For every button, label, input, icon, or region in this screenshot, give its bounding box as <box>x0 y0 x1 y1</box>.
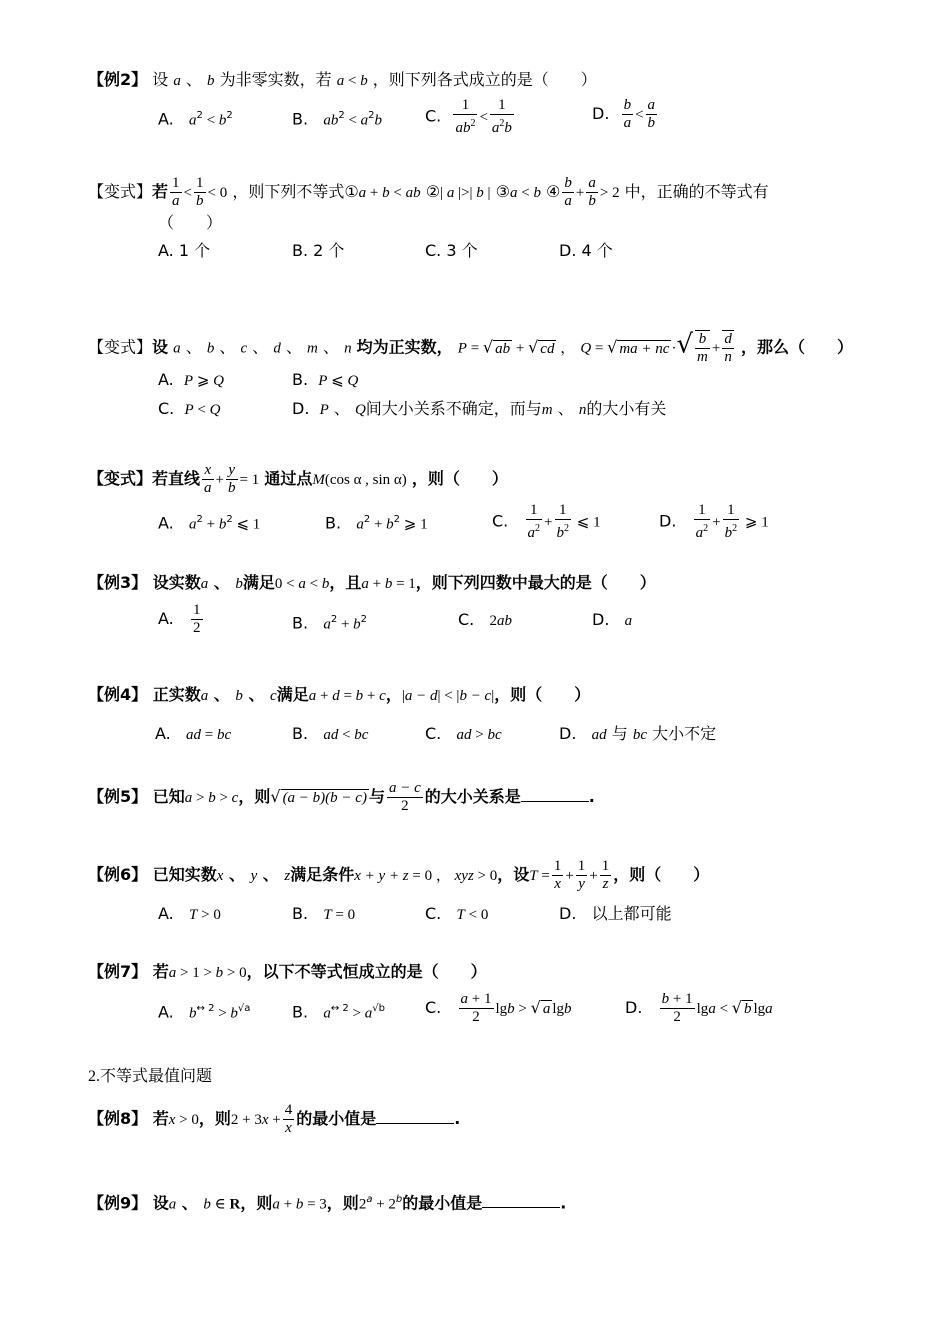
question-stem: 【例3】 设实数a 、 b满足0 < a < b，且a + b = 1，则下列四数中最大的是（ ） <box>88 573 656 592</box>
option-a[interactable]: A. $b^{\leftrightarrow 2} > b^{√a}$ <box>158 1002 251 1022</box>
section-heading: 2.不等式最值问题 <box>88 1068 213 1085</box>
option-d[interactable]: D. $\frac{b}{a}$ < $\frac{a}{b}$ <box>592 97 656 131</box>
option-a[interactable]: A. 1 个 <box>158 241 211 260</box>
answer-paren: （ ） <box>158 213 223 232</box>
option-a[interactable]: A. P ⩾ Q <box>158 370 225 389</box>
option-a[interactable]: A. T > 0 <box>158 904 221 923</box>
question-stem: 【例8】 若x > 0，则2 + 3x + $\frac{4}{x}$ 的最小值是 . <box>88 1102 461 1136</box>
option-d[interactable]: D. 以上都可能 <box>559 904 672 923</box>
question-stem: 【例2】 设 a 、 b 为非零实数，若 a < b ，则下列各式成立的是（ ） <box>88 70 597 89</box>
option-b[interactable]: B. 2 个 <box>292 241 345 260</box>
answer-blank[interactable] <box>376 1109 454 1124</box>
question-stem: 【变式】若直线 $\frac{x}{a}$ + $\frac{y}{b}$ = 1 通过点M(cos α , sin α) ，则（ ） <box>88 462 508 496</box>
option-d[interactable]: D. 4 个 <box>559 241 613 260</box>
option-d[interactable]: D. $\frac{1}{a^2}$ + $\frac{1}{b^2}$ ⩾ 1 <box>659 502 769 541</box>
question-stem: 【变式】设 a 、 b 、 c 、 d 、 m 、 n 均为正实数， P = √ ab + √ cd ， Q = √ ma + nc ·√ $\frac{b}{m}$ + $\frac{d}{n}$ ，那么（ ） <box>88 329 853 365</box>
answer-blank[interactable] <box>521 787 589 802</box>
option-a[interactable]: A. $a^2 + b^2$ ⩽ 1 <box>158 513 261 533</box>
question-stem: 【例5】 已知a > b > c，则√ (a − b)(b − c) 与 $\frac{a - c}{2}$ 的大小关系是 . <box>88 780 595 814</box>
option-b[interactable]: B. $a^{\leftrightarrow 2} > a^{√b}$ <box>292 1002 385 1022</box>
option-c[interactable]: C. ad > bc <box>425 724 502 743</box>
option-b[interactable]: B. $a^2 + b^2$ <box>292 613 368 633</box>
option-c[interactable]: C. $\frac{1}{a^2}$ + $\frac{1}{b^2}$ ⩽ 1 <box>492 502 601 541</box>
question-stem: 【变式】若 $\frac{1}{a}$ < $\frac{1}{b}$ < 0 ，则下列不等式①a + b < ab ②| a |>| b | ③a < b ④ $\frac{b}{a}$ + $\frac{a}{b}$ > 2 中，正确的不等式有 <box>88 175 769 209</box>
option-c[interactable]: C. 3 个 <box>425 241 478 260</box>
option-b[interactable]: B. $a^2 + b^2$ ⩾ 1 <box>325 513 428 533</box>
option-c[interactable]: C. $\frac{1}{ab^2}$ < $\frac{1}{a^2b}$ <box>425 97 512 136</box>
option-c[interactable]: C. 2ab <box>458 610 513 629</box>
option-c[interactable]: C. T < 0 <box>425 904 489 923</box>
option-b[interactable]: B. ad < bc <box>292 724 369 743</box>
option-a[interactable]: A. $\frac{1}{2}$ <box>158 602 201 636</box>
option-b[interactable]: B. $ab^2 < a^2b$ <box>292 109 383 129</box>
question-stem: 【例7】 若a > 1 > b > 0，以下不等式恒成立的是（ ） <box>88 962 487 981</box>
option-c[interactable]: C. P < Q <box>158 399 221 418</box>
option-b[interactable]: B. P ⩽ Q <box>292 370 359 389</box>
answer-blank[interactable] <box>482 1193 560 1208</box>
question-stem: 【例4】 正实数a 、 b 、 c满足a + d = b + c，|a − d| < |b − c|，则（ ） <box>88 685 591 704</box>
question-stem: 【例6】 已知实数x 、 y 、 z满足条件x + y + z = 0 ， xyz > 0，设T = $\frac{1}{x}$ + $\frac{1}{y}$ + $\frac{1}{z}$ ，则（ ） <box>88 858 710 892</box>
option-b[interactable]: B. T = 0 <box>292 904 356 923</box>
option-a[interactable]: A. ad = bc <box>155 724 232 743</box>
option-a[interactable]: A. $a^2 < b^2$ <box>158 109 233 129</box>
option-d[interactable]: D. ad 与 bc 大小不定 <box>559 724 717 743</box>
question-stem: 【例9】 设a 、 b ∈ R，则a + b = 3，则$2^a + 2^b$的最小值是 . <box>88 1193 567 1213</box>
option-d[interactable]: D. $\frac{b + 1}{2}$ lga < √ b lga <box>625 991 773 1025</box>
option-c[interactable]: C. $\frac{a + 1}{2}$ lgb > √ a lgb <box>425 991 572 1025</box>
question-tag: 【例2】 <box>88 70 148 89</box>
option-d[interactable]: D. a <box>592 610 633 629</box>
option-d[interactable]: D. P 、 Q间大小关系不确定，而与m 、 n的大小有关 <box>292 399 667 418</box>
